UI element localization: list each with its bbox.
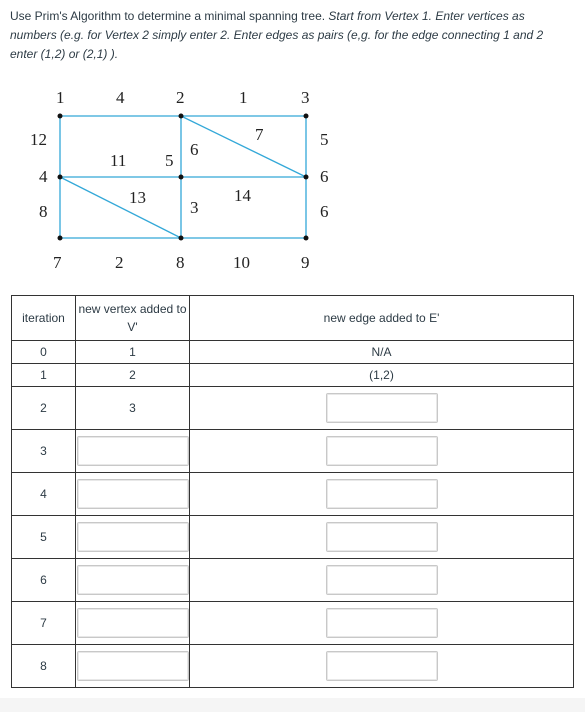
vertex-label-6: 6 bbox=[320, 167, 329, 186]
instructions-italic: Start from Vertex 1. Enter vertices as numbers (e.g. for Vertex 2 simply enter 2. Enter edges as pairs (e,g. for the edge connecting 1 and 2 enter (1,2) or (2,1) ). bbox=[10, 9, 544, 61]
iteration-cell: 0 bbox=[12, 341, 76, 364]
edge-input-4[interactable] bbox=[326, 479, 438, 509]
iteration-cell: 1 bbox=[12, 364, 76, 387]
vertex-input-6[interactable] bbox=[77, 565, 189, 595]
vertex-input-8[interactable] bbox=[77, 651, 189, 681]
edge-input-8[interactable] bbox=[326, 651, 438, 681]
vertex-1 bbox=[58, 114, 63, 119]
weight-diag-4-8: 13 bbox=[129, 188, 146, 207]
edge-input-7[interactable] bbox=[326, 608, 438, 638]
graph-diagram bbox=[0, 80, 585, 280]
weight-left-1-4: 12 bbox=[30, 130, 47, 149]
weight-right-3-6: 5 bbox=[320, 130, 329, 149]
vertex-input-5[interactable] bbox=[77, 522, 189, 552]
vertex-4 bbox=[58, 175, 63, 180]
vertex-label-1: 1 bbox=[56, 88, 65, 107]
edge-input-6[interactable] bbox=[326, 565, 438, 595]
vertex-input-3[interactable] bbox=[77, 436, 189, 466]
weight-mid-4-5: 11 bbox=[110, 151, 127, 170]
weight-top-2-3: 1 bbox=[239, 88, 248, 107]
edge-cell: (1,2) bbox=[190, 364, 574, 387]
vertex-label-7: 7 bbox=[53, 253, 62, 272]
header-vertex: new vertex added to V' bbox=[76, 296, 190, 341]
iteration-cell: 7 bbox=[12, 602, 76, 645]
vertex-3 bbox=[304, 114, 309, 119]
vertex-cell: 2 bbox=[76, 364, 190, 387]
vertex-label-9: 9 bbox=[301, 253, 310, 272]
header-edge: new edge added to E' bbox=[190, 296, 574, 341]
vertex-2 bbox=[179, 114, 184, 119]
iteration-cell: 5 bbox=[12, 516, 76, 559]
page-footer bbox=[0, 698, 585, 712]
iteration-cell: 4 bbox=[12, 473, 76, 516]
weight-left-4-7: 8 bbox=[39, 202, 48, 221]
vertex-label-4: 4 bbox=[39, 167, 48, 186]
edge-input-5[interactable] bbox=[326, 522, 438, 552]
vertex-8 bbox=[179, 236, 184, 241]
weight-bot-8-9: 10 bbox=[233, 253, 250, 272]
iteration-cell: 8 bbox=[12, 645, 76, 688]
vertex-cell: 1 bbox=[76, 341, 190, 364]
vertex-9 bbox=[304, 236, 309, 241]
iteration-cell: 2 bbox=[12, 387, 76, 430]
header-iteration: iteration bbox=[12, 296, 76, 341]
vertex-label-5: 5 bbox=[165, 151, 174, 170]
prim-table bbox=[11, 295, 574, 688]
weight-mid-8-9: 14 bbox=[234, 186, 251, 205]
vertex-cell: 3 bbox=[76, 387, 190, 430]
weight-vert-5-8: 3 bbox=[190, 198, 199, 217]
vertex-label-3: 3 bbox=[301, 88, 310, 107]
instructions-lead: Use Prim's Algorithm to determine a minimal spanning tree. bbox=[10, 9, 329, 23]
edge-input-3[interactable] bbox=[326, 436, 438, 466]
weight-bot-7-8: 2 bbox=[115, 253, 124, 272]
vertex-label-2: 2 bbox=[176, 88, 185, 107]
edge-4-8 bbox=[60, 177, 181, 238]
edge-cell: N/A bbox=[190, 341, 574, 364]
instructions bbox=[10, 7, 570, 64]
weight-top-1-2: 4 bbox=[116, 88, 125, 107]
edge-2-6 bbox=[181, 116, 306, 177]
vertex-6 bbox=[304, 175, 309, 180]
weight-right-6-9: 6 bbox=[320, 202, 329, 221]
vertex-7 bbox=[58, 236, 63, 241]
weight-diag-2-6: 6 bbox=[190, 140, 199, 159]
vertex-label-8: 8 bbox=[176, 253, 185, 272]
weight-mid-5-6: 7 bbox=[255, 125, 264, 144]
vertex-input-7[interactable] bbox=[77, 608, 189, 638]
vertex-5 bbox=[179, 175, 184, 180]
iteration-cell: 3 bbox=[12, 430, 76, 473]
iteration-cell: 6 bbox=[12, 559, 76, 602]
edge-input-2[interactable] bbox=[326, 393, 438, 423]
vertex-input-4[interactable] bbox=[77, 479, 189, 509]
